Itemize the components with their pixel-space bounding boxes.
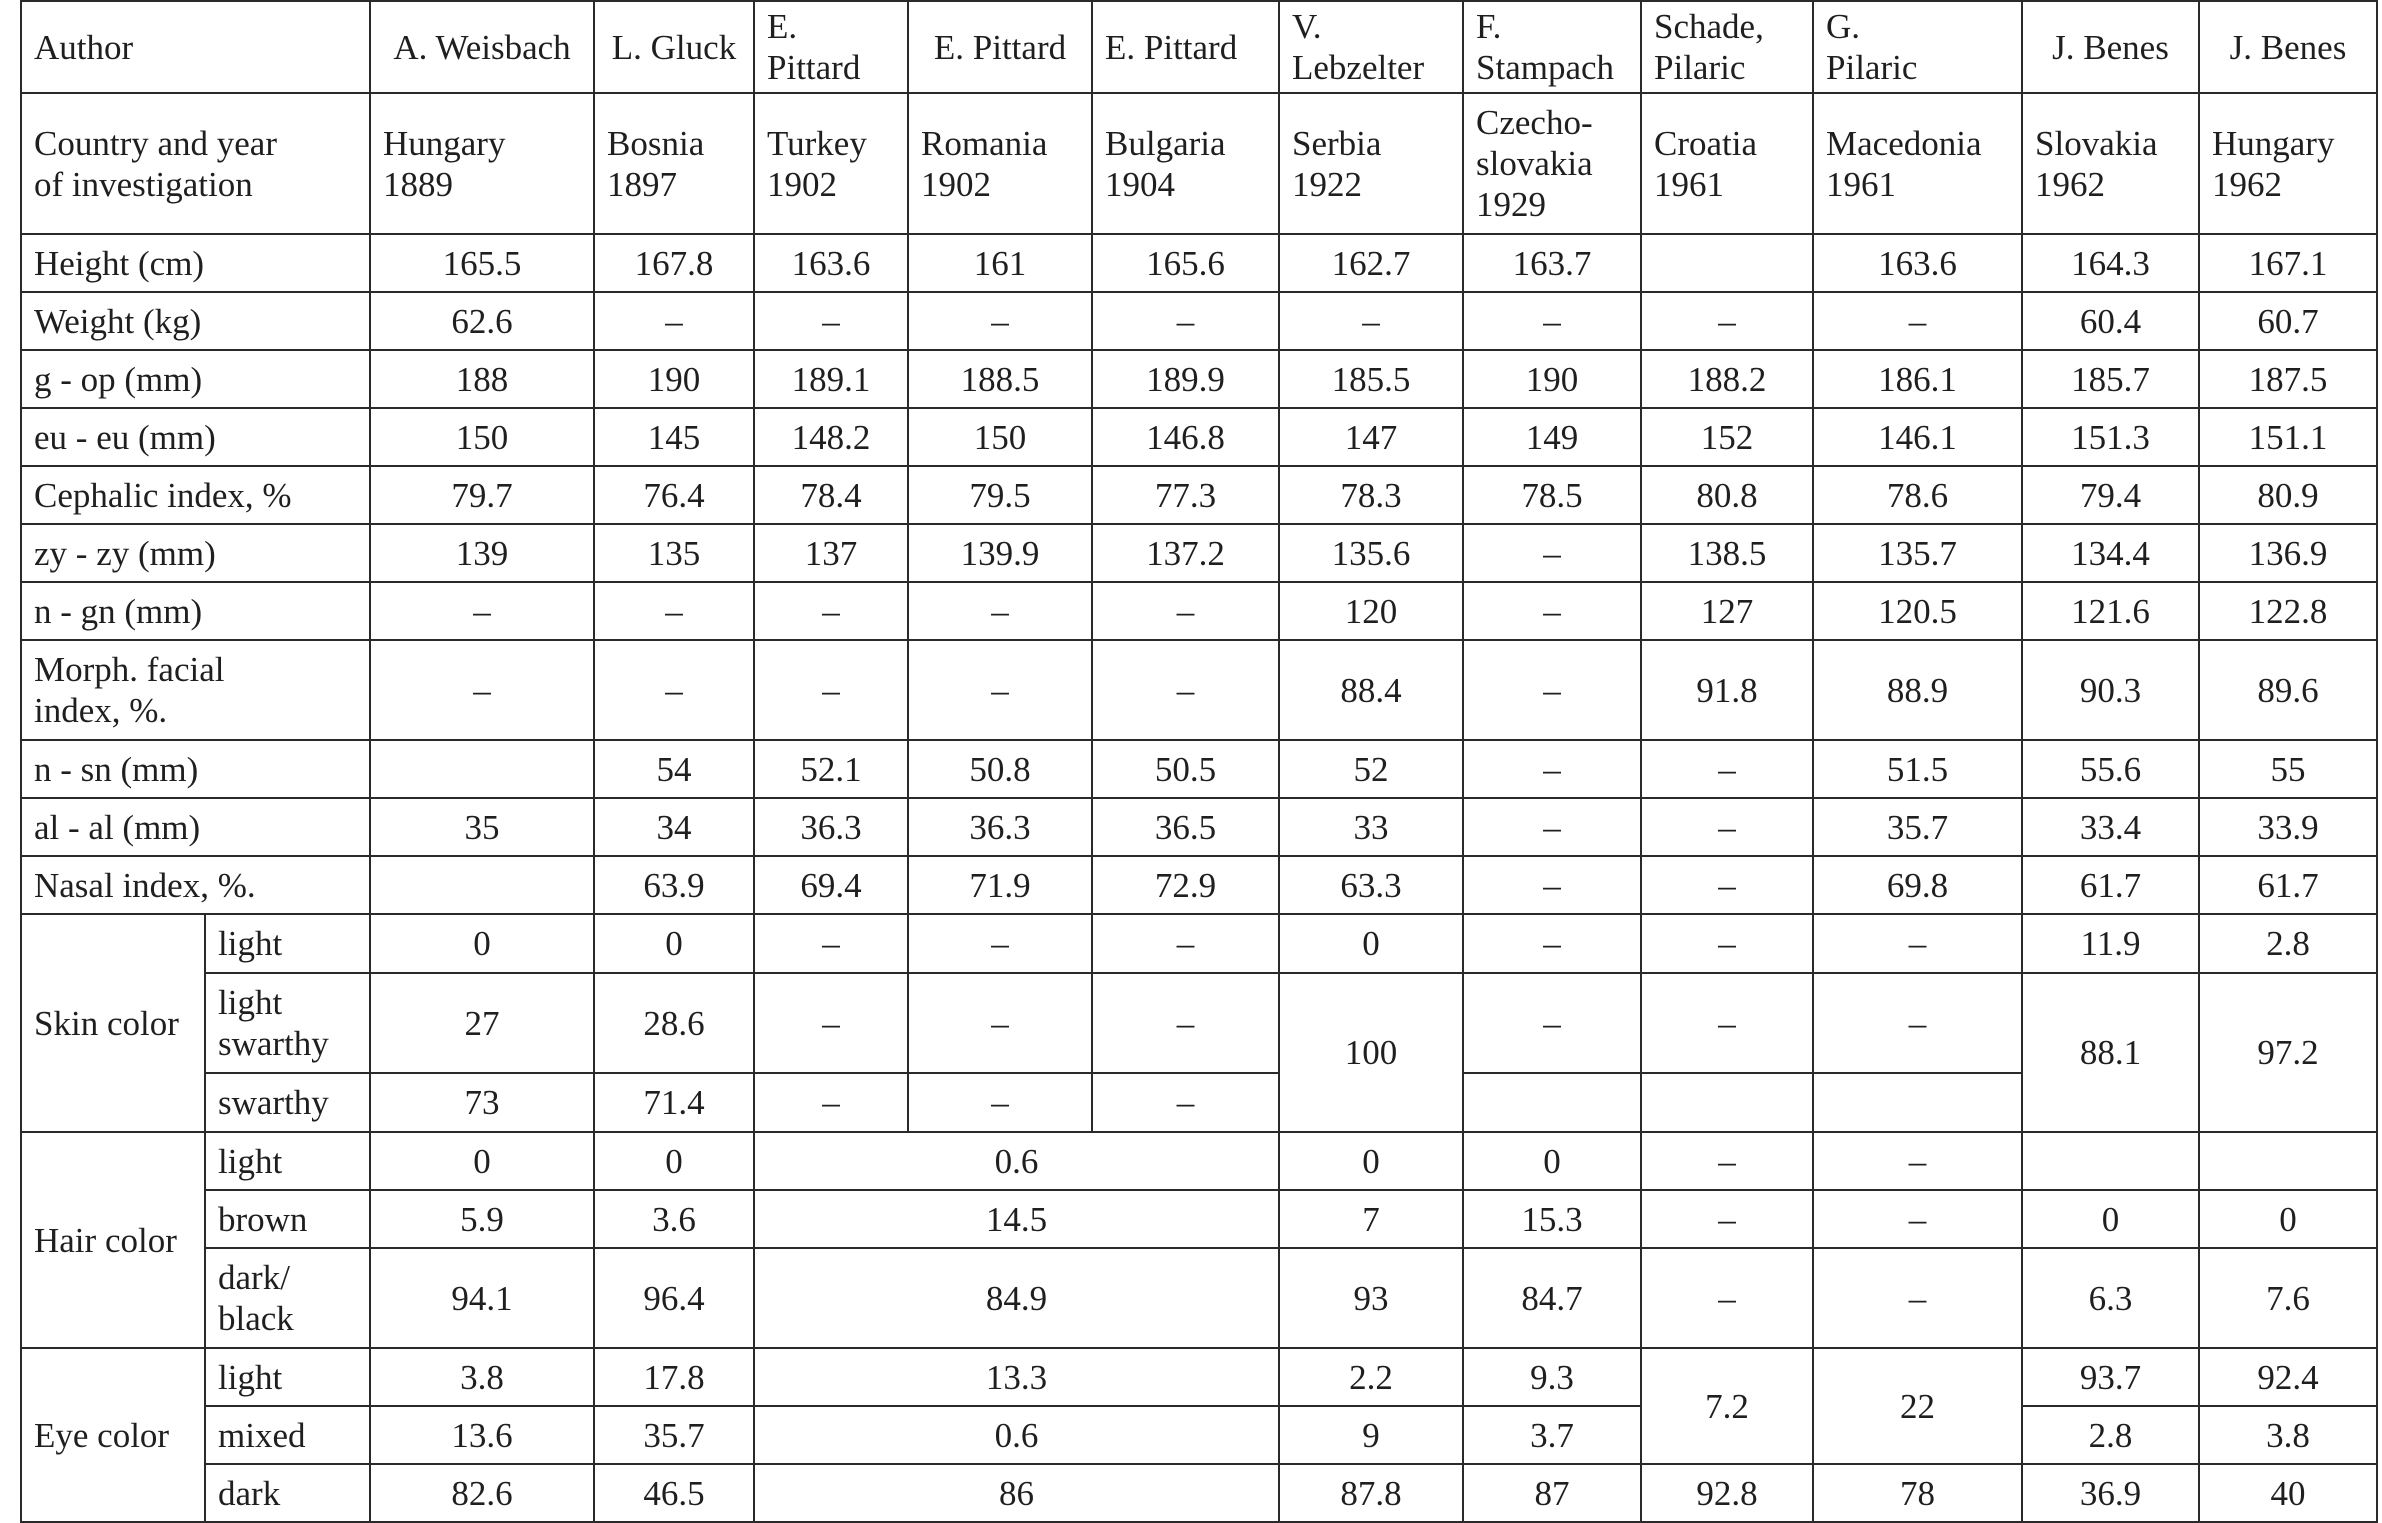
- value-cell: –: [1463, 973, 1641, 1073]
- value-cell: –: [594, 640, 754, 740]
- value-cell: –: [1641, 973, 1813, 1073]
- value-cell: 27: [370, 973, 594, 1073]
- value-cell: 0: [2199, 1190, 2377, 1248]
- value-cell: 5.9: [370, 1190, 594, 1248]
- value-cell: 35: [370, 798, 594, 856]
- value-cell: 87.8: [1279, 1464, 1463, 1522]
- country-cell: Bosnia 1897: [594, 93, 754, 234]
- value-cell: 79.7: [370, 466, 594, 524]
- value-cell: 89.6: [2199, 640, 2377, 740]
- hair-color-group-label: Hair color: [21, 1132, 205, 1348]
- value-cell: 122.8: [2199, 582, 2377, 640]
- empty-cell: [1813, 1073, 2022, 1132]
- value-cell: 52.1: [754, 740, 908, 798]
- value-cell: 2.2: [1279, 1348, 1463, 1406]
- value-cell: 63.9: [594, 856, 754, 914]
- value-cell: –: [1463, 640, 1641, 740]
- value-cell: 3.8: [370, 1348, 594, 1406]
- value-cell: 146.8: [1092, 408, 1279, 466]
- value-cell: 145: [594, 408, 754, 466]
- value-cell: 190: [594, 350, 754, 408]
- measurement-label: n - gn (mm): [21, 582, 370, 640]
- value-cell: 92.4: [2199, 1348, 2377, 1406]
- value-cell: 120.5: [1813, 582, 2022, 640]
- country-row: [21, 93, 2377, 234]
- measurement-label: Height (cm): [21, 234, 370, 292]
- value-cell-merged: 13.3: [754, 1348, 1279, 1406]
- value-cell: 36.9: [2022, 1464, 2199, 1522]
- value-cell: 73: [370, 1073, 594, 1132]
- value-cell: –: [370, 640, 594, 740]
- measurement-row: [21, 524, 2377, 582]
- value-cell: –: [1641, 292, 1813, 350]
- country-cell: Slovakia 1962: [2022, 93, 2199, 234]
- skin-light-swarthy-row: [21, 973, 2377, 1073]
- measurement-label: al - al (mm): [21, 798, 370, 856]
- value-cell: 152: [1641, 408, 1813, 466]
- value-cell-merged: 86: [754, 1464, 1279, 1522]
- value-cell: 7: [1279, 1190, 1463, 1248]
- author-cell: V. Lebzelter: [1279, 1, 1463, 93]
- value-cell: –: [754, 582, 908, 640]
- author-cell: E. Pittard: [1092, 1, 1279, 93]
- value-cell-merged: 88.1: [2022, 973, 2199, 1132]
- measurement-label: zy - zy (mm): [21, 524, 370, 582]
- value-cell: –: [1641, 1132, 1813, 1190]
- value-cell: 120: [1279, 582, 1463, 640]
- value-cell: –: [908, 640, 1092, 740]
- value-cell: 34: [594, 798, 754, 856]
- value-cell: 0: [1279, 914, 1463, 973]
- measurement-row: [21, 234, 2377, 292]
- value-cell: 148.2: [754, 408, 908, 466]
- value-cell: 185.7: [2022, 350, 2199, 408]
- eye-mixed-label: mixed: [205, 1406, 370, 1464]
- value-cell: 15.3: [1463, 1190, 1641, 1248]
- author-cell: E. Pittard: [908, 1, 1092, 93]
- empty-cell: [1641, 1073, 1813, 1132]
- value-cell: 3.7: [1463, 1406, 1641, 1464]
- value-cell: 0: [370, 1132, 594, 1190]
- value-cell: 127: [1641, 582, 1813, 640]
- measurement-row: [21, 740, 2377, 798]
- value-cell: –: [1813, 914, 2022, 973]
- eye-dark-label: dark: [205, 1464, 370, 1522]
- eye-mixed-row: [21, 1406, 2377, 1464]
- value-cell: 40: [2199, 1464, 2377, 1522]
- value-cell: 78: [1813, 1464, 2022, 1522]
- country-cell: Hungary 1889: [370, 93, 594, 234]
- value-cell: –: [1813, 1132, 2022, 1190]
- hair-light-label: light: [205, 1132, 370, 1190]
- value-cell: 9.3: [1463, 1348, 1641, 1406]
- value-cell: 0: [594, 914, 754, 973]
- value-cell: –: [1641, 856, 1813, 914]
- country-cell: Romania 1902: [908, 93, 1092, 234]
- value-cell: 150: [370, 408, 594, 466]
- value-cell: 134.4: [2022, 524, 2199, 582]
- value-cell-merged: 22: [1813, 1348, 2022, 1464]
- value-cell: 121.6: [2022, 582, 2199, 640]
- eye-dark-row: [21, 1464, 2377, 1522]
- value-cell: 3.8: [2199, 1406, 2377, 1464]
- value-cell: –: [754, 973, 908, 1073]
- value-cell: –: [1641, 798, 1813, 856]
- hair-brown-row: [21, 1190, 2377, 1248]
- value-cell: 54: [594, 740, 754, 798]
- value-cell: 136.9: [2199, 524, 2377, 582]
- measurement-row: [21, 856, 2377, 914]
- value-cell: 72.9: [1092, 856, 1279, 914]
- value-cell: –: [1092, 914, 1279, 973]
- skin-light-label: light: [205, 914, 370, 973]
- country-cell: Hungary 1962: [2199, 93, 2377, 234]
- value-cell: 147: [1279, 408, 1463, 466]
- measurement-row: [21, 582, 2377, 640]
- value-cell: 167.8: [594, 234, 754, 292]
- value-cell-merged: 100: [1279, 973, 1463, 1132]
- value-cell: –: [754, 914, 908, 973]
- country-header-cell: Country and year of investigation: [21, 93, 370, 234]
- value-cell-merged: 84.9: [754, 1248, 1279, 1348]
- value-cell: 78.4: [754, 466, 908, 524]
- value-cell: 69.4: [754, 856, 908, 914]
- value-cell: 3.6: [594, 1190, 754, 1248]
- value-cell: 61.7: [2022, 856, 2199, 914]
- hair-dark-row: [21, 1248, 2377, 1348]
- hair-brown-label: brown: [205, 1190, 370, 1248]
- value-cell: –: [908, 1073, 1092, 1132]
- value-cell: 0: [2022, 1190, 2199, 1248]
- value-cell: 82.6: [370, 1464, 594, 1522]
- value-cell: 163.6: [1813, 234, 2022, 292]
- value-cell: 36.5: [1092, 798, 1279, 856]
- value-cell: 78.5: [1463, 466, 1641, 524]
- value-cell: –: [1092, 1073, 1279, 1132]
- value-cell: 135.7: [1813, 524, 2022, 582]
- value-cell: 164.3: [2022, 234, 2199, 292]
- value-cell: 60.4: [2022, 292, 2199, 350]
- author-cell: L. Gluck: [594, 1, 754, 93]
- value-cell: 51.5: [1813, 740, 2022, 798]
- value-cell: –: [908, 292, 1092, 350]
- value-cell: 90.3: [2022, 640, 2199, 740]
- value-cell: –: [1641, 1190, 1813, 1248]
- value-cell: 13.6: [370, 1406, 594, 1464]
- measurement-label: Nasal index, %.: [21, 856, 370, 914]
- value-cell: 189.9: [1092, 350, 1279, 408]
- value-cell: –: [1641, 1248, 1813, 1348]
- value-cell: –: [908, 973, 1092, 1073]
- value-cell: 35.7: [1813, 798, 2022, 856]
- value-cell: 0: [1463, 1132, 1641, 1190]
- author-cell: A. Weisbach: [370, 1, 594, 93]
- value-cell: –: [1813, 973, 2022, 1073]
- value-cell: 137: [754, 524, 908, 582]
- value-cell: –: [1279, 292, 1463, 350]
- empty-cell: [2199, 1132, 2377, 1190]
- anthropometric-data-table: [20, 0, 2378, 1523]
- value-cell: 36.3: [754, 798, 908, 856]
- value-cell-merged: 14.5: [754, 1190, 1279, 1248]
- value-cell: 162.7: [1279, 234, 1463, 292]
- anthropometric-table-sheet: [20, 0, 2378, 1523]
- measurement-rows: [21, 234, 2377, 914]
- value-cell: –: [1641, 740, 1813, 798]
- value-cell: 63.3: [1279, 856, 1463, 914]
- value-cell-merged: 7.2: [1641, 1348, 1813, 1464]
- value-cell: 91.8: [1641, 640, 1813, 740]
- value-cell: –: [1463, 914, 1641, 973]
- measurement-row: [21, 350, 2377, 408]
- value-cell: 185.5: [1279, 350, 1463, 408]
- value-cell: –: [1641, 914, 1813, 973]
- value-cell: –: [1092, 973, 1279, 1073]
- value-cell: 62.6: [370, 292, 594, 350]
- value-cell: 0: [370, 914, 594, 973]
- value-cell: 187.5: [2199, 350, 2377, 408]
- value-cell: [370, 740, 594, 798]
- measurement-row: [21, 640, 2377, 740]
- value-cell: 2.8: [2022, 1406, 2199, 1464]
- value-cell: 188.5: [908, 350, 1092, 408]
- value-cell: –: [1092, 582, 1279, 640]
- value-cell: 135: [594, 524, 754, 582]
- value-cell: 161: [908, 234, 1092, 292]
- value-cell: 33: [1279, 798, 1463, 856]
- value-cell: 33.9: [2199, 798, 2377, 856]
- country-cell: Bulgaria 1904: [1092, 93, 1279, 234]
- skin-swarthy-label: swarthy: [205, 1073, 370, 1132]
- value-cell: –: [1813, 292, 2022, 350]
- value-cell: 151.1: [2199, 408, 2377, 466]
- country-cell: Czecho- slovakia 1929: [1463, 93, 1641, 234]
- hair-light-row: [21, 1132, 2377, 1190]
- value-cell: 50.8: [908, 740, 1092, 798]
- value-cell: –: [594, 292, 754, 350]
- value-cell: 80.9: [2199, 466, 2377, 524]
- measurement-label: Weight (kg): [21, 292, 370, 350]
- country-cell: Croatia 1961: [1641, 93, 1813, 234]
- author-cell: F. Stampach: [1463, 1, 1641, 93]
- skin-light-row: [21, 914, 2377, 973]
- value-cell: 93.7: [2022, 1348, 2199, 1406]
- value-cell: –: [1463, 740, 1641, 798]
- value-cell: 135.6: [1279, 524, 1463, 582]
- value-cell: 33.4: [2022, 798, 2199, 856]
- value-cell: –: [1463, 798, 1641, 856]
- country-cell: Macedonia 1961: [1813, 93, 2022, 234]
- measurement-label: eu - eu (mm): [21, 408, 370, 466]
- value-cell: 55: [2199, 740, 2377, 798]
- country-cell: Serbia 1922: [1279, 93, 1463, 234]
- value-cell: 167.1: [2199, 234, 2377, 292]
- author-cell: J. Benes: [2022, 1, 2199, 93]
- value-cell: 71.4: [594, 1073, 754, 1132]
- value-cell: 190: [1463, 350, 1641, 408]
- value-cell: 88.4: [1279, 640, 1463, 740]
- eye-light-label: light: [205, 1348, 370, 1406]
- measurement-row: [21, 798, 2377, 856]
- measurement-row: [21, 408, 2377, 466]
- value-cell: 6.3: [2022, 1248, 2199, 1348]
- measurement-label: n - sn (mm): [21, 740, 370, 798]
- value-cell: –: [1463, 856, 1641, 914]
- measurement-label: g - op (mm): [21, 350, 370, 408]
- value-cell: 163.6: [754, 234, 908, 292]
- value-cell: 92.8: [1641, 1464, 1813, 1522]
- author-cell: J. Benes: [2199, 1, 2377, 93]
- value-cell: –: [1813, 1190, 2022, 1248]
- value-cell: –: [594, 582, 754, 640]
- value-cell-merged: 0.6: [754, 1132, 1279, 1190]
- value-cell: 96.4: [594, 1248, 754, 1348]
- value-cell: 11.9: [2022, 914, 2199, 973]
- value-cell: –: [1463, 524, 1641, 582]
- value-cell: 76.4: [594, 466, 754, 524]
- value-cell: 2.8: [2199, 914, 2377, 973]
- value-cell: 9: [1279, 1406, 1463, 1464]
- value-cell: 7.6: [2199, 1248, 2377, 1348]
- empty-cell: [2022, 1132, 2199, 1190]
- value-cell: 78.6: [1813, 466, 2022, 524]
- value-cell: 165.6: [1092, 234, 1279, 292]
- hair-dark-black-label: dark/ black: [205, 1248, 370, 1348]
- eye-color-group-label: Eye color: [21, 1348, 205, 1522]
- value-cell: 94.1: [370, 1248, 594, 1348]
- value-cell: [370, 856, 594, 914]
- value-cell: 50.5: [1092, 740, 1279, 798]
- value-cell: 69.8: [1813, 856, 2022, 914]
- value-cell: –: [1092, 292, 1279, 350]
- value-cell: 46.5: [594, 1464, 754, 1522]
- value-cell: 150: [908, 408, 1092, 466]
- value-cell: 139.9: [908, 524, 1092, 582]
- value-cell-merged: 97.2: [2199, 973, 2377, 1132]
- eye-light-row: [21, 1348, 2377, 1406]
- author-row: [21, 1, 2377, 93]
- value-cell: 35.7: [594, 1406, 754, 1464]
- value-cell: 87: [1463, 1464, 1641, 1522]
- value-cell: 163.7: [1463, 234, 1641, 292]
- value-cell: –: [908, 582, 1092, 640]
- value-cell: –: [1463, 582, 1641, 640]
- value-cell: 55.6: [2022, 740, 2199, 798]
- value-cell: 79.4: [2022, 466, 2199, 524]
- value-cell: 93: [1279, 1248, 1463, 1348]
- value-cell: –: [1813, 1248, 2022, 1348]
- value-cell: –: [754, 640, 908, 740]
- author-cell: G. Pilaric: [1813, 1, 2022, 93]
- measurement-label: Morph. facial index, %.: [21, 640, 370, 740]
- value-cell: 146.1: [1813, 408, 2022, 466]
- value-cell: –: [908, 914, 1092, 973]
- value-cell: 36.3: [908, 798, 1092, 856]
- value-cell: –: [1092, 640, 1279, 740]
- author-cell: E. Pittard: [754, 1, 908, 93]
- value-cell: 149: [1463, 408, 1641, 466]
- author-cell: Schade, Pilaric: [1641, 1, 1813, 93]
- skin-color-group-label: Skin color: [21, 914, 205, 1132]
- value-cell: [1641, 234, 1813, 292]
- value-cell: 165.5: [370, 234, 594, 292]
- value-cell: 0: [1279, 1132, 1463, 1190]
- value-cell: –: [754, 292, 908, 350]
- author-header-cell: Author: [21, 1, 370, 93]
- value-cell: 137.2: [1092, 524, 1279, 582]
- value-cell: 139: [370, 524, 594, 582]
- value-cell: 52: [1279, 740, 1463, 798]
- value-cell: 17.8: [594, 1348, 754, 1406]
- value-cell-merged: 0.6: [754, 1406, 1279, 1464]
- value-cell: 88.9: [1813, 640, 2022, 740]
- country-cell: Turkey 1902: [754, 93, 908, 234]
- value-cell: 78.3: [1279, 466, 1463, 524]
- value-cell: 188: [370, 350, 594, 408]
- value-cell: 71.9: [908, 856, 1092, 914]
- value-cell: 189.1: [754, 350, 908, 408]
- value-cell: 77.3: [1092, 466, 1279, 524]
- measurement-row: [21, 466, 2377, 524]
- value-cell: 188.2: [1641, 350, 1813, 408]
- value-cell: 138.5: [1641, 524, 1813, 582]
- value-cell: –: [1463, 292, 1641, 350]
- value-cell: –: [370, 582, 594, 640]
- value-cell: 28.6: [594, 973, 754, 1073]
- value-cell: 79.5: [908, 466, 1092, 524]
- value-cell: 80.8: [1641, 466, 1813, 524]
- value-cell: 186.1: [1813, 350, 2022, 408]
- value-cell: –: [754, 1073, 908, 1132]
- empty-cell: [1463, 1073, 1641, 1132]
- value-cell: 60.7: [2199, 292, 2377, 350]
- value-cell: 151.3: [2022, 408, 2199, 466]
- value-cell: 0: [594, 1132, 754, 1190]
- value-cell: 84.7: [1463, 1248, 1641, 1348]
- skin-light-swarthy-label: light swarthy: [205, 973, 370, 1073]
- measurement-label: Cephalic index, %: [21, 466, 370, 524]
- value-cell: 61.7: [2199, 856, 2377, 914]
- measurement-row: [21, 292, 2377, 350]
